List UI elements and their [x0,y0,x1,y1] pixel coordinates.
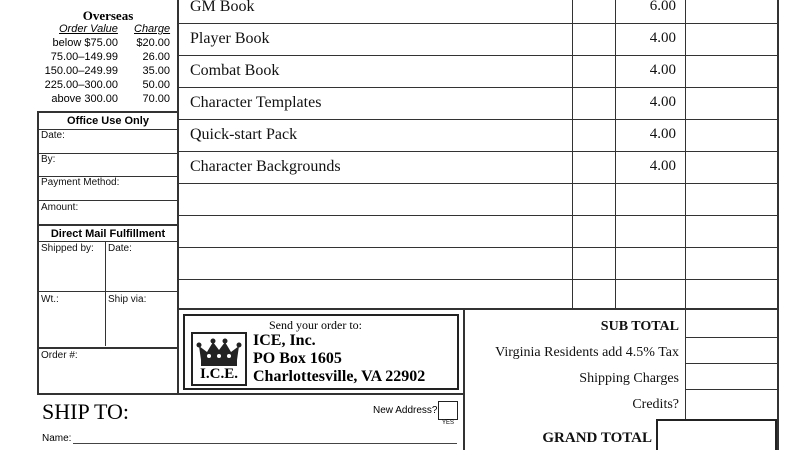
charge-header: Charge [134,23,171,35]
subtotal-label: SUB TOTAL [600,319,679,334]
item-price: 6.00 [649,0,676,14]
ice-logo-text: I.C.E. [200,366,238,382]
overseas-order-value: 75.00–149.99 [50,51,118,63]
credits-label: Credits? [632,397,679,412]
overseas-charge: 35.00 [142,65,170,77]
item-row-divider [177,279,778,280]
direct-mail-date-label: Date: [108,243,132,254]
item-row-divider [177,87,778,88]
send-order-heading: Send your order to: [269,318,362,332]
item-row-divider [177,183,778,184]
overseas-charge: 26.00 [142,51,170,63]
item-price: 4.00 [649,62,676,78]
weight-label: Wt.: [41,294,59,305]
office-date-label: Date: [41,130,65,141]
direct-mail-box [39,224,177,348]
overseas-order-value: above 300.00 [51,93,118,105]
shipped-by-label: Shipped by: [41,243,94,254]
item-name: Combat Book [190,62,280,79]
direct-mail-title: Direct Mail Fulfillment [50,228,166,240]
overseas-order-value: 225.00–300.00 [44,79,118,91]
va-tax-label: Virginia Residents add 4.5% Tax [495,345,679,360]
overseas-title: Overseas [82,8,134,23]
shipping-charges-label: Shipping Charges [579,371,679,386]
item-name: Character Templates [190,94,322,111]
item-name: Player Book [190,30,270,47]
item-row-divider [177,23,778,24]
yes-label: YES [442,420,455,426]
item-name: GM Book [190,0,255,15]
address-line-1: ICE, Inc. [253,332,316,349]
new-address-label: New Address? [373,405,438,416]
office-payment-label: Payment Method: [41,177,120,188]
item-price: 4.00 [649,30,676,46]
ship-to-title: SHIP TO: [42,399,130,424]
item-price: 4.00 [649,94,676,110]
office-use-box [39,113,177,223]
item-price: 4.00 [649,158,676,174]
item-price: 4.00 [649,126,676,142]
item-row-divider [177,151,778,152]
ship-via-label: Ship via: [108,294,147,305]
grand-total-field[interactable] [656,419,777,450]
ice-crown-logo [191,332,247,386]
order-number-label: Order #: [41,350,78,361]
overseas-charge: 70.00 [142,93,170,105]
overseas-order-value: below $75.00 [52,37,118,49]
order-value-header: Order Value [59,23,118,35]
new-address-checkbox[interactable] [438,401,458,420]
address-line-3: Charlottesville, VA 22902 [253,368,426,385]
item-name: Quick-start Pack [190,126,298,143]
address-line-2: PO Box 1605 [253,350,342,367]
grand-total-label: GRAND TOTAL [542,430,652,446]
office-amount-label: Amount: [41,202,79,213]
item-name: Character Backgrounds [190,158,341,175]
overseas-order-value: 150.00–249.99 [44,65,118,77]
name-label: Name: [42,433,72,444]
office-use-title: Office Use Only [67,115,149,127]
send-order-box [183,314,459,390]
item-row-divider [177,215,778,216]
form-right-border [777,0,779,450]
overseas-charge: 50.00 [142,79,170,91]
name-field[interactable] [73,443,457,444]
overseas-charge: $20.00 [136,37,170,49]
item-row-divider [177,119,778,120]
office-by-label: By: [41,154,56,165]
item-row-divider [177,247,778,248]
item-row-divider [177,55,778,56]
